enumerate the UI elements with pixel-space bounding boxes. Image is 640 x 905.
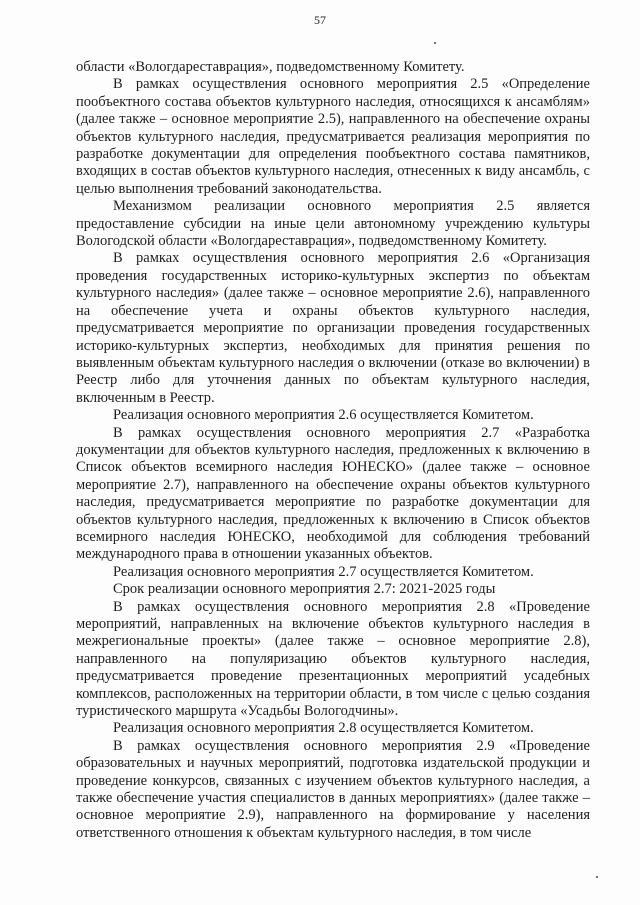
paragraph-11: В рамках осуществления основного мероприятия 2.9 «Проведение образовательных и научных мероприятий, подготовка издательской продукции и проведение конкурсов, связанных с изучением объектов культурного наследия, а также обеспечение участия специалистов в данных мероприятиях» (далее также – основное мероприятие 2.9), направленного на формирование у населения ответственного отношения к объектам культурного наследия, в том числе (76, 737, 590, 841)
paragraph-10: Реализация основного мероприятия 2.8 осуществляется Комитетом. (113, 720, 534, 737)
paragraph-4: В рамках осуществления основного мероприятия 2.6 «Организация проведения государственных историко-культурных экспертиз по объектам культурного наследия» (далее также – основное мероприятие 2.6), направленного на обеспечение учета и охраны объектов культурного наследия, предусматривается мероприятие по организации проведения государственных историко-культурных экспертиз, необходимых для принятия решения по выявленным объектам культурного наследия о включении (отказе во включении) в Реестр либо для уточнения данных по объектам культурного наследия, включенным в Реестр. (76, 250, 590, 406)
paragraph-1: области «Вологдареставрация», подведомственному Комитету. (76, 59, 465, 75)
scan-speck (434, 42, 436, 44)
page-number: 57 (314, 13, 326, 27)
paragraph-3: Механизмом реализации основного мероприятия 2.5 является предоставление субсидии на иные цели автономному учреждению культуры Вологодской области «Вологдареставрация», подведомственному Комитету. (76, 198, 590, 250)
scan-speck (596, 876, 598, 878)
paragraph-8: Срок реализации основного мероприятия 2.7: 2021-2025 годы (113, 581, 496, 598)
paragraph-7: Реализация основного мероприятия 2.7 осуществляется Комитетом. (113, 563, 534, 580)
paragraph-2: В рамках осуществления основного мероприятия 2.5 «Определение пообъектного состава объектов культурного наследия, относящихся к ансамблям» (далее также – основное мероприятие 2.5), направленного на обеспечение охраны объектов культурного наследия, предусматривается реализация мероприятия по разработке документации для определения пообъектного состава памятников, входящих в состав объектов культурного наследия, отнесенных к виду ансамбль, с целью выполнения требований законодательства. (76, 76, 590, 197)
paragraph-9: В рамках осуществления основного мероприятия 2.8 «Проведение мероприятий, направленных на включение объектов культурного наследия в межрегиональные проекты» (далее также – основное мероприятие 2.8), направленного на популяризацию объектов культурного наследия, предусматривается проведение презентационных мероприятий усадебных комплексов, расположенных на территории области, в том числе с целью создания туристического маршрута «Усадьбы Вологодчины». (76, 598, 590, 720)
paragraph-5: Реализация основного мероприятия 2.6 осуществляется Комитетом. (113, 407, 534, 424)
paragraph-6: В рамках осуществления основного мероприятия 2.7 «Разработка документации для объектов культурного наследия, предложенных к включению в Список объектов всемирного наследия ЮНЕСКО» (далее также – основное мероприятие 2.7), направленного на обеспечение охраны объектов культурного наследия, предусматривается мероприятие по разработке документации для объектов культурного наследия, предложенных к включению в Список объектов всемирного наследия ЮНЕСКО, необходимой для соблюдения требований международного права в отношении указанных объектов. (76, 424, 590, 563)
document-body (76, 59, 590, 842)
